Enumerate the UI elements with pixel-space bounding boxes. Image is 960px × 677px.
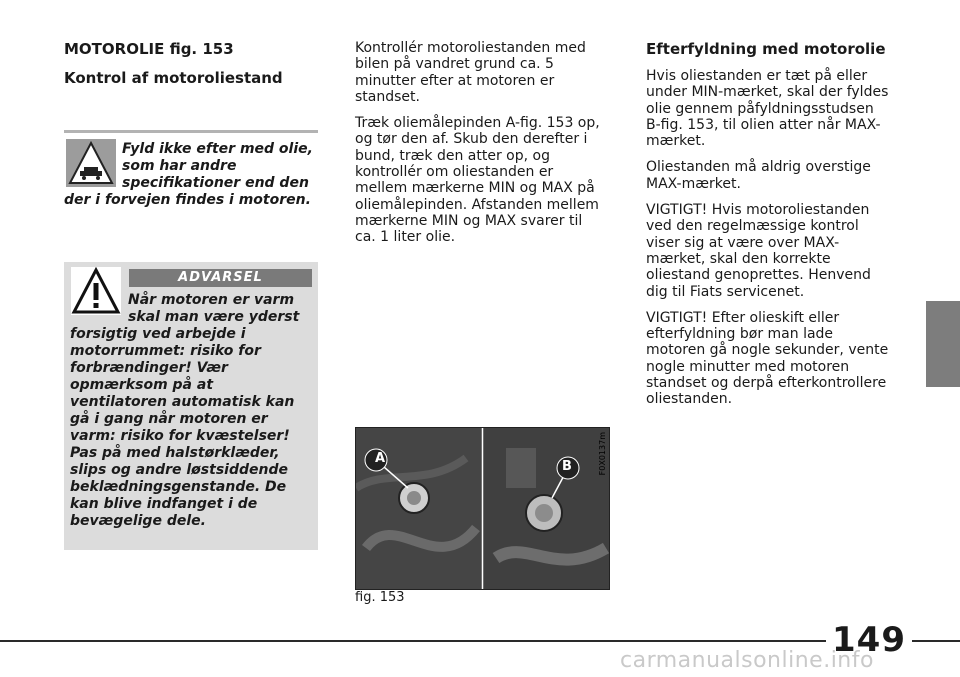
section-title: MOTOROLIE fig. 153 bbox=[64, 40, 234, 58]
warning-text: Når motoren er varm skal man være yderst forsigtig ved arbejde i motorrummet: risiko for forbrændinger! Vær opmærksom på at ventilatoren automatisk kan gå i gang når motoren er varm: risiko for kvæstelser! Pas på med halstørklæder, slips og andre løstsiddende beklædningsgenstande. De kan blive indfanget i de bevægelige dele. bbox=[70, 292, 300, 529]
note-divider bbox=[64, 130, 318, 133]
chapter-tab bbox=[926, 301, 960, 387]
warning-text-block bbox=[70, 292, 314, 530]
engine-photo-figure bbox=[355, 427, 610, 590]
page-number: 149 bbox=[826, 620, 912, 660]
figure-label-a: A bbox=[374, 451, 386, 466]
footer-rule bbox=[0, 640, 960, 642]
paragraph: Kontrollér motoroliestanden med bilen på vandret grund ca. 5 minutter efter at motoren er standset. bbox=[355, 40, 586, 105]
warning-label: ADVARSEL bbox=[129, 269, 312, 287]
paragraph: VIGTIGT! Hvis motoroliestanden ved den regelmæssige kontrol viser sig at være over MAX-mærket, skal den korrekte oliestand genoprettes. Henvend dig til Fiats servicenet. bbox=[646, 202, 871, 300]
paragraph: Træk oliemålepinden A-fig. 153 op, og tør den af. Skub den derefter i bund, træk den atter op, og kontrollér om oliestanden er mellem mærkerne MIN og MAX på oliemålepinden. Afstanden mellem mærkerne MIN og MAX svarer til ca. 1 liter olie. bbox=[355, 115, 600, 246]
paragraph: VIGTIGT! Efter olieskift eller efterfyldning bør man lade motoren gå nogle sekunder, vente nogle minutter med motoren standset og derpå efterkontrollere oliestanden. bbox=[646, 309, 889, 408]
right-column bbox=[646, 40, 892, 418]
figure-code: F0X0137m bbox=[598, 432, 607, 476]
paragraph: Oliestanden må aldrig overstige MAX-mærket. bbox=[646, 159, 871, 192]
section-subtitle: Kontrol af motoroliestand bbox=[64, 69, 283, 87]
watermark-text: carmanualsonline.info bbox=[620, 648, 874, 673]
section-heading: Efterfyldning med motorolie bbox=[646, 40, 886, 58]
figure-caption: fig. 153 bbox=[355, 590, 405, 605]
figure-label-b: B bbox=[562, 459, 572, 474]
middle-column bbox=[355, 40, 607, 256]
note-text-block bbox=[64, 141, 320, 209]
paragraph: Hvis oliestanden er tæt på eller under MIN-mærket, skal der fyldes olie gennem påfyldningsstudsen B-fig. 153, til olien atter når MAX-mærket. bbox=[646, 68, 889, 150]
note-text: Fyld ikke efter med olie, som har andre specifikationer end den der i forvejen findes i motoren. bbox=[64, 141, 313, 208]
